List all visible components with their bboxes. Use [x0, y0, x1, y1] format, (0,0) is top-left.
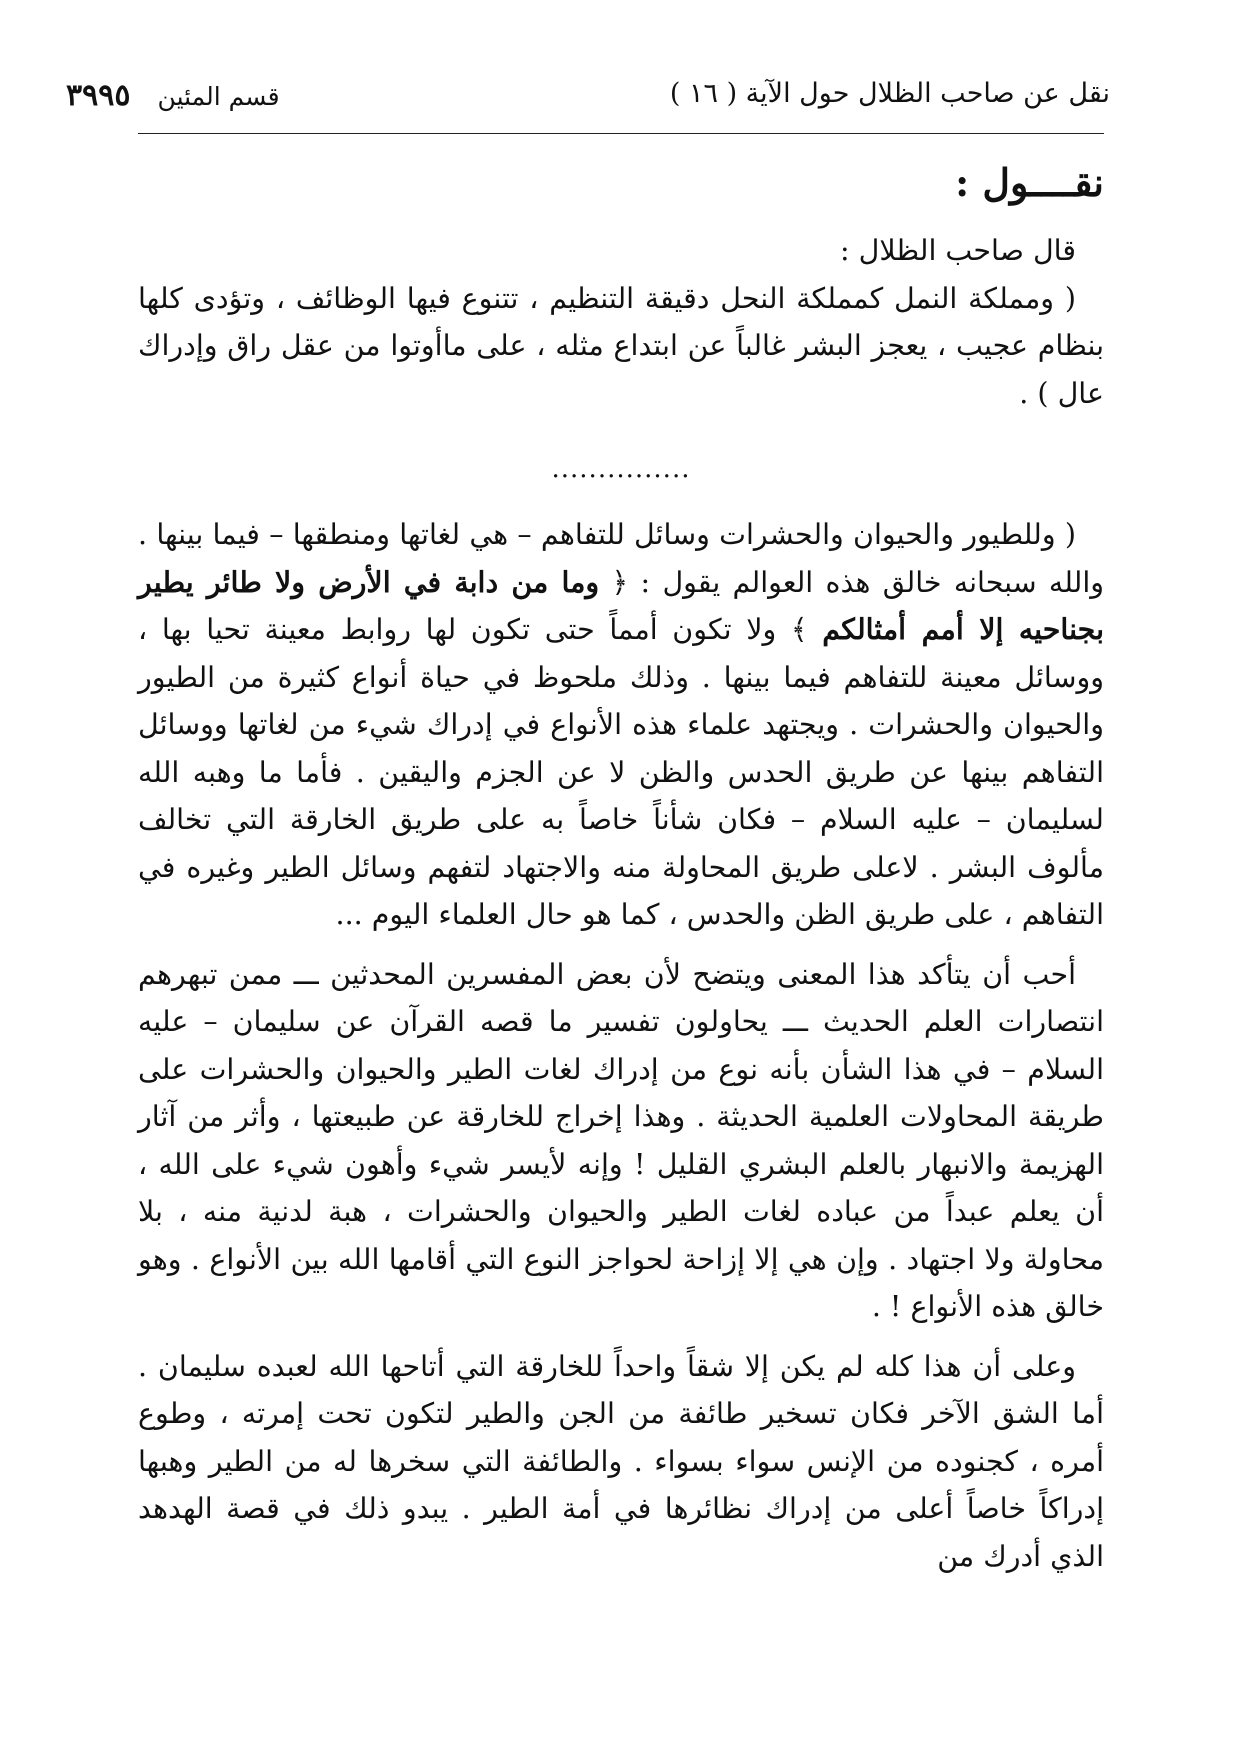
page-number: ٣٩٩٥: [66, 78, 131, 113]
paragraph-2: أحب أن يتأكد هذا المعنى ويتضح لأن بعض المفسرين المحدثين ـــ ممن تبهرهم انتصارات العلم الحديث ـــ يحاولون تفسير ما قصه القرآن عن سليمان – عليه السلام – في هذا الشأن بأنه نوع من إدراك لغات الطير والحيوان والحشرات على طريقة المحاولات العلمية الحديثة . وهذا إخراج للخارقة عن طبيعتها ، وأثر من آثار الهزيمة والانبهار بالعلم البشري القليل ! وإنه لأيسر شيء وأهون شيء على الله ، أن يعلم عبداً من عباده لغات الطير والحيوان والحشرات ، هبة لدنية منه ، بلا محاولة ولا اجتهاد . وإن هي إلا إزاحة لحواجز النوع التي أقامها الله بين الأنواع . وهو خالق هذه الأنواع ! .: [138, 957, 1104, 1324]
header-section-and-page: [66, 78, 280, 113]
paragraph-1-before-verse: والله سبحانه خالق هذه العوالم يقول : ﴿: [611, 565, 1104, 599]
quran-verse: وما من دابة في الأرض ولا طائر يطير بجناحيه إلا أمم أمثالكم: [138, 564, 1105, 647]
header-divider: [138, 133, 1104, 134]
page-header: [66, 78, 1110, 124]
section-name: قسم المئين: [157, 82, 280, 111]
paragraph-1-opening: ( وللطيور والحيوان والحشرات وسائل للتفاهم – هي لغاتها ومنطقها – فيما بينها .: [138, 518, 1076, 552]
running-title: نقل عن صاحب الظلال حول الآية ( ١٦ ): [669, 78, 1110, 109]
page-body: [138, 158, 1104, 1580]
paragraph-1: [138, 511, 1104, 939]
paragraph-1-after-verse: ﴾ ولا تكون أمماً حتى تكون لها روابط معينة تحيا بها ، ووسائل معينة للتفاهم فيما بينها . وذلك ملحوظ في حياة أنواع كثيرة من الطيور والحيوان والحشرات . ويجتهد علماء هذه الأنواع في إدراك شيء من لغاتها ووسائل التفاهم بينها عن طريق الحدس والظن لا عن الجزم واليقين . فأما ما وهبه الله لسليمان – عليه السلام – فكان شأناً خاصاً به على طريق الخارقة التي تخالف مألوف البشر . لاعلى طريق المحاولة منه والاجتهاد لتفهم وسائل الطير وغيره في التفاهم ، على طريق الظن والحدس ، كما هو حال العلماء اليوم ...: [138, 613, 1104, 932]
quote-paragraph: ( ومملكة النمل كمملكة النحل دقيقة التنظيم ، تتنوع فيها الوظائف ، وتؤدى كلها بنظام عجيب ، يعجز البشر غالباً عن ابتداع مثله ، على ماأوتوا من عقل راق وإدراك عال ) .: [138, 281, 1104, 410]
section-heading: نقــــول :: [955, 160, 1104, 205]
quote-intro: قال صاحب الظلال :: [840, 234, 1076, 268]
separator-dots: ...............: [551, 454, 691, 485]
paragraph-3: وعلى أن هذا كله لم يكن إلا شقاً واحداً للخارقة التي أتاحها الله لعبده سليمان . أما الشق الآخر فكان تسخير طائفة من الجن والطير لتكون تحت إمرته ، وطوع أمره ، كجنوده من الإنس سواء بسواء . والطائفة التي سخرها له من الطير وهبها إدراكاً خاصاً أعلى من إدراك نظائرها في أمة الطير . يبدو ذلك في قصة الهدهد الذي أدرك من: [138, 1349, 1104, 1573]
